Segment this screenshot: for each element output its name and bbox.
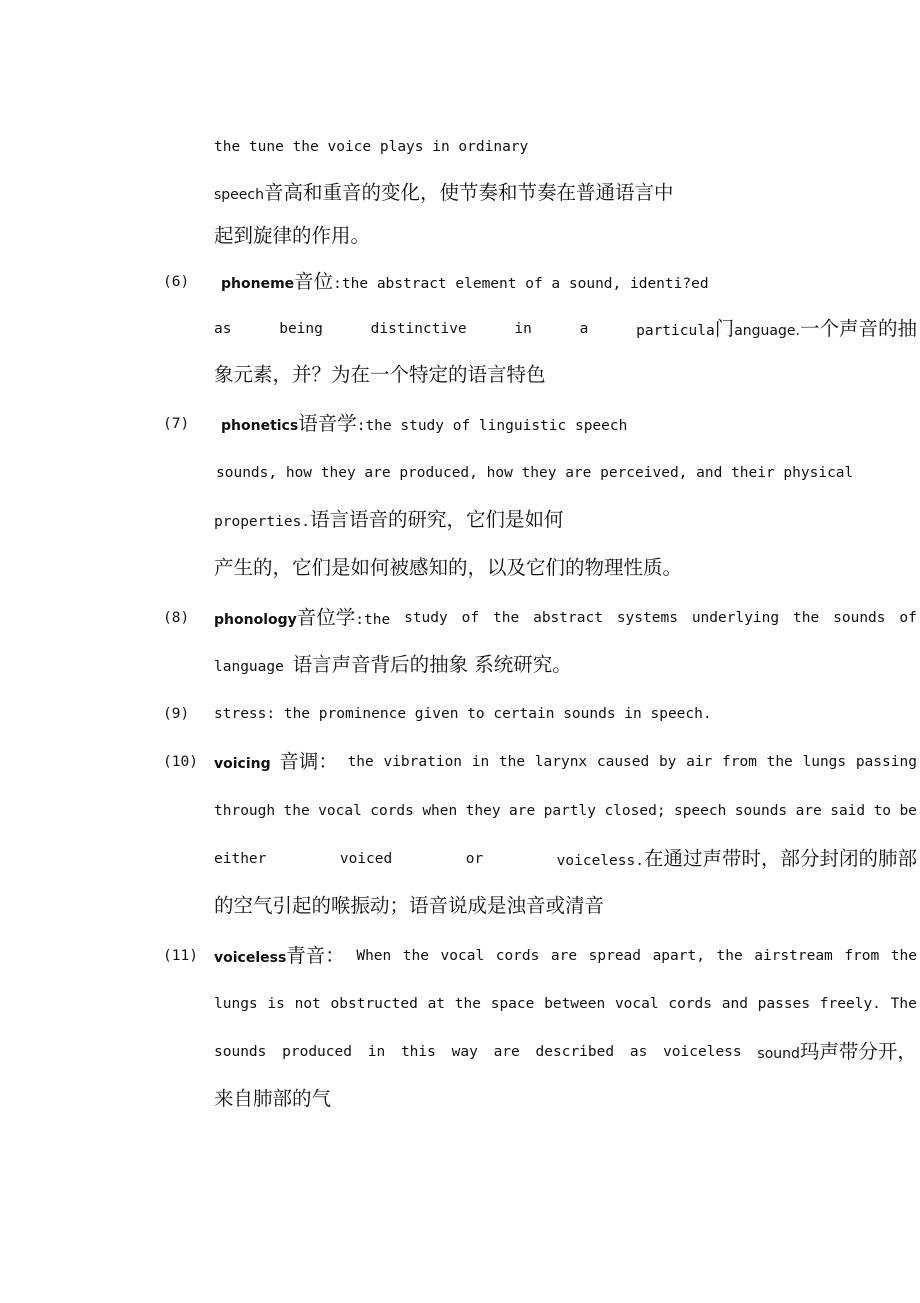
word: of xyxy=(899,610,917,626)
entry-number-7: (7) xyxy=(163,416,190,432)
phonetics-line-1 xyxy=(221,412,627,438)
phonetics-definition: :the study of linguistic speech xyxy=(356,418,628,434)
word: the xyxy=(766,754,793,770)
word: underlying xyxy=(691,610,780,626)
word: way xyxy=(451,1044,478,1060)
word: not xyxy=(294,996,321,1012)
intonation-text: the tune the voice plays in ordinary xyxy=(214,139,529,155)
word: and xyxy=(721,996,748,1012)
voiceless-line-4 xyxy=(214,1087,331,1113)
phoneme-cn: 象元素，并？为在一个特定的语言特色 xyxy=(214,363,546,386)
phoneme-line-1 xyxy=(221,270,709,296)
phonetics-text-cn-2: 产生的，它们是如何被感知的，以及它们的物理性质。 xyxy=(214,556,683,579)
voicing-mixed-tail: voiceless.在通过声带时，部分封闭的肺部 xyxy=(556,847,917,870)
voiceless-line-1 xyxy=(214,944,917,970)
word: said xyxy=(830,803,866,819)
intonation-line-3 xyxy=(214,224,370,250)
word: be xyxy=(899,803,917,819)
word: are xyxy=(550,948,578,964)
word: at xyxy=(427,996,446,1012)
phonetics-text-cn: 语言语音的研究，它们是如何 xyxy=(310,508,564,531)
word: passes xyxy=(757,996,811,1012)
voiceless-mixed-tail: sound玛声带分开， xyxy=(757,1040,917,1063)
word: are xyxy=(493,1044,520,1060)
word: from xyxy=(844,948,880,964)
phonology-text-en: language xyxy=(214,659,284,675)
word: lungs xyxy=(214,996,258,1012)
word: closed; xyxy=(604,803,666,819)
word: either xyxy=(214,851,267,867)
phonetics-text: sounds, how they are produced, how they are perceived, and their physical xyxy=(216,465,854,481)
intonation-text-cn-2: 起到旋律的作用。 xyxy=(214,224,371,247)
word: from xyxy=(721,754,757,770)
phonetics-line-3 xyxy=(214,508,564,534)
word: cords xyxy=(495,948,540,964)
phoneme-line-2 xyxy=(214,317,917,343)
word: as xyxy=(214,321,232,337)
word: lungs xyxy=(802,754,847,770)
word: the xyxy=(890,948,917,964)
word: voiceless xyxy=(663,1044,742,1060)
word: airstream xyxy=(754,948,833,964)
intonation-line-2 xyxy=(214,181,674,207)
word: the xyxy=(402,948,429,964)
phoneme-term: phoneme xyxy=(221,276,295,292)
word: sounds xyxy=(214,1044,267,1060)
phonetics-term: phonetics xyxy=(221,418,299,434)
stress-line-1 xyxy=(214,702,712,726)
phoneme-line-3 xyxy=(214,363,546,389)
word: being xyxy=(279,321,323,337)
word: air xyxy=(686,754,713,770)
word: the xyxy=(716,948,743,964)
intonation-line-1 xyxy=(214,135,528,159)
phonology-line-1 xyxy=(214,606,917,632)
word: obstructed xyxy=(330,996,418,1012)
word: produced xyxy=(282,1044,352,1060)
stress-definition: stress: the prominence given to certain sounds in speech. xyxy=(214,706,712,722)
word: spread xyxy=(588,948,642,964)
entry-number-8: (8) xyxy=(163,610,190,626)
phoneme-term-cn: 音位 xyxy=(294,270,334,293)
word: vocal xyxy=(440,948,485,964)
phonetics-text-en: properties. xyxy=(214,514,311,530)
word: passing xyxy=(855,754,917,770)
phonology-term-group: phonology音位学:the xyxy=(214,606,391,629)
intonation-text-cn: 音高和重音的变化，使节奏和节奏在普通语言中 xyxy=(263,181,674,204)
word: through xyxy=(214,803,276,819)
word: space xyxy=(490,996,535,1012)
phonetics-line-2 xyxy=(216,461,853,485)
word: cords xyxy=(668,996,712,1012)
word: caused xyxy=(596,754,650,770)
word: or xyxy=(465,851,484,867)
word: they xyxy=(465,803,501,819)
phoneme-mixed-tail: particula门anguage.一个声音的抽 xyxy=(636,317,917,340)
word: as xyxy=(629,1044,648,1060)
word: of xyxy=(461,610,480,626)
word: apart, xyxy=(652,948,705,964)
phonology-line-2 xyxy=(214,653,572,679)
word: larynx xyxy=(534,754,588,770)
word: sounds xyxy=(833,610,886,626)
voiceless-line-2 xyxy=(214,992,917,1016)
word: When xyxy=(356,948,392,964)
word: the xyxy=(283,803,310,819)
word: in xyxy=(514,321,532,337)
voicing-term-group: voicing 音调： xyxy=(214,750,338,773)
word: in xyxy=(471,754,490,770)
voicing-line-1 xyxy=(214,750,917,776)
phonetics-term-cn: 语音学 xyxy=(298,412,357,435)
word: described xyxy=(535,1044,615,1060)
voicing-text-cn: 的空气引起的喉振动；语音说成是浊音或清音 xyxy=(214,894,605,917)
word: sounds xyxy=(734,803,788,819)
word: in xyxy=(367,1044,386,1060)
word: freely. xyxy=(819,996,881,1012)
word: the xyxy=(493,610,520,626)
word: the xyxy=(793,610,820,626)
voiceless-term-group: voiceless青音： xyxy=(214,944,345,967)
word: a xyxy=(579,321,589,337)
word: distinctive xyxy=(370,321,467,337)
phoneme-definition: :the abstract element of a sound, identi?ed xyxy=(333,276,709,292)
word: this xyxy=(400,1044,436,1060)
entry-number-11: (11) xyxy=(163,948,198,964)
word: partly xyxy=(543,803,597,819)
entry-number-9: (9) xyxy=(163,706,190,722)
phonetics-line-4 xyxy=(214,556,682,582)
phonology-text-cn: 语言声音背后的抽象 系统研究。 xyxy=(292,653,572,676)
intonation-text-en: speech xyxy=(214,187,264,203)
voiceless-text-cn: 来自肺部的气 xyxy=(214,1087,332,1110)
voicing-line-2 xyxy=(214,799,917,823)
word: vocal xyxy=(614,996,659,1012)
word: the xyxy=(347,754,374,770)
word: between xyxy=(544,996,606,1012)
word: abstract xyxy=(533,610,603,626)
word: the xyxy=(454,996,481,1012)
word: the xyxy=(498,754,526,770)
word: vibration xyxy=(383,754,463,770)
word: is xyxy=(267,996,285,1012)
voiceless-line-3 xyxy=(214,1040,917,1066)
word: vocal xyxy=(318,803,362,819)
voicing-line-4 xyxy=(214,894,604,920)
word: voiced xyxy=(339,851,393,867)
voicing-line-3 xyxy=(214,847,917,873)
entry-number-10: (10) xyxy=(163,754,198,770)
word: study xyxy=(404,610,448,626)
word: systems xyxy=(616,610,678,626)
word: by xyxy=(658,754,677,770)
word: are xyxy=(795,803,822,819)
word: to xyxy=(873,803,892,819)
word: cords xyxy=(370,803,414,819)
word: The xyxy=(890,996,917,1012)
entry-number-6: (6) xyxy=(163,274,190,290)
word: speech xyxy=(673,803,727,819)
word: when xyxy=(422,803,458,819)
word: are xyxy=(509,803,536,819)
